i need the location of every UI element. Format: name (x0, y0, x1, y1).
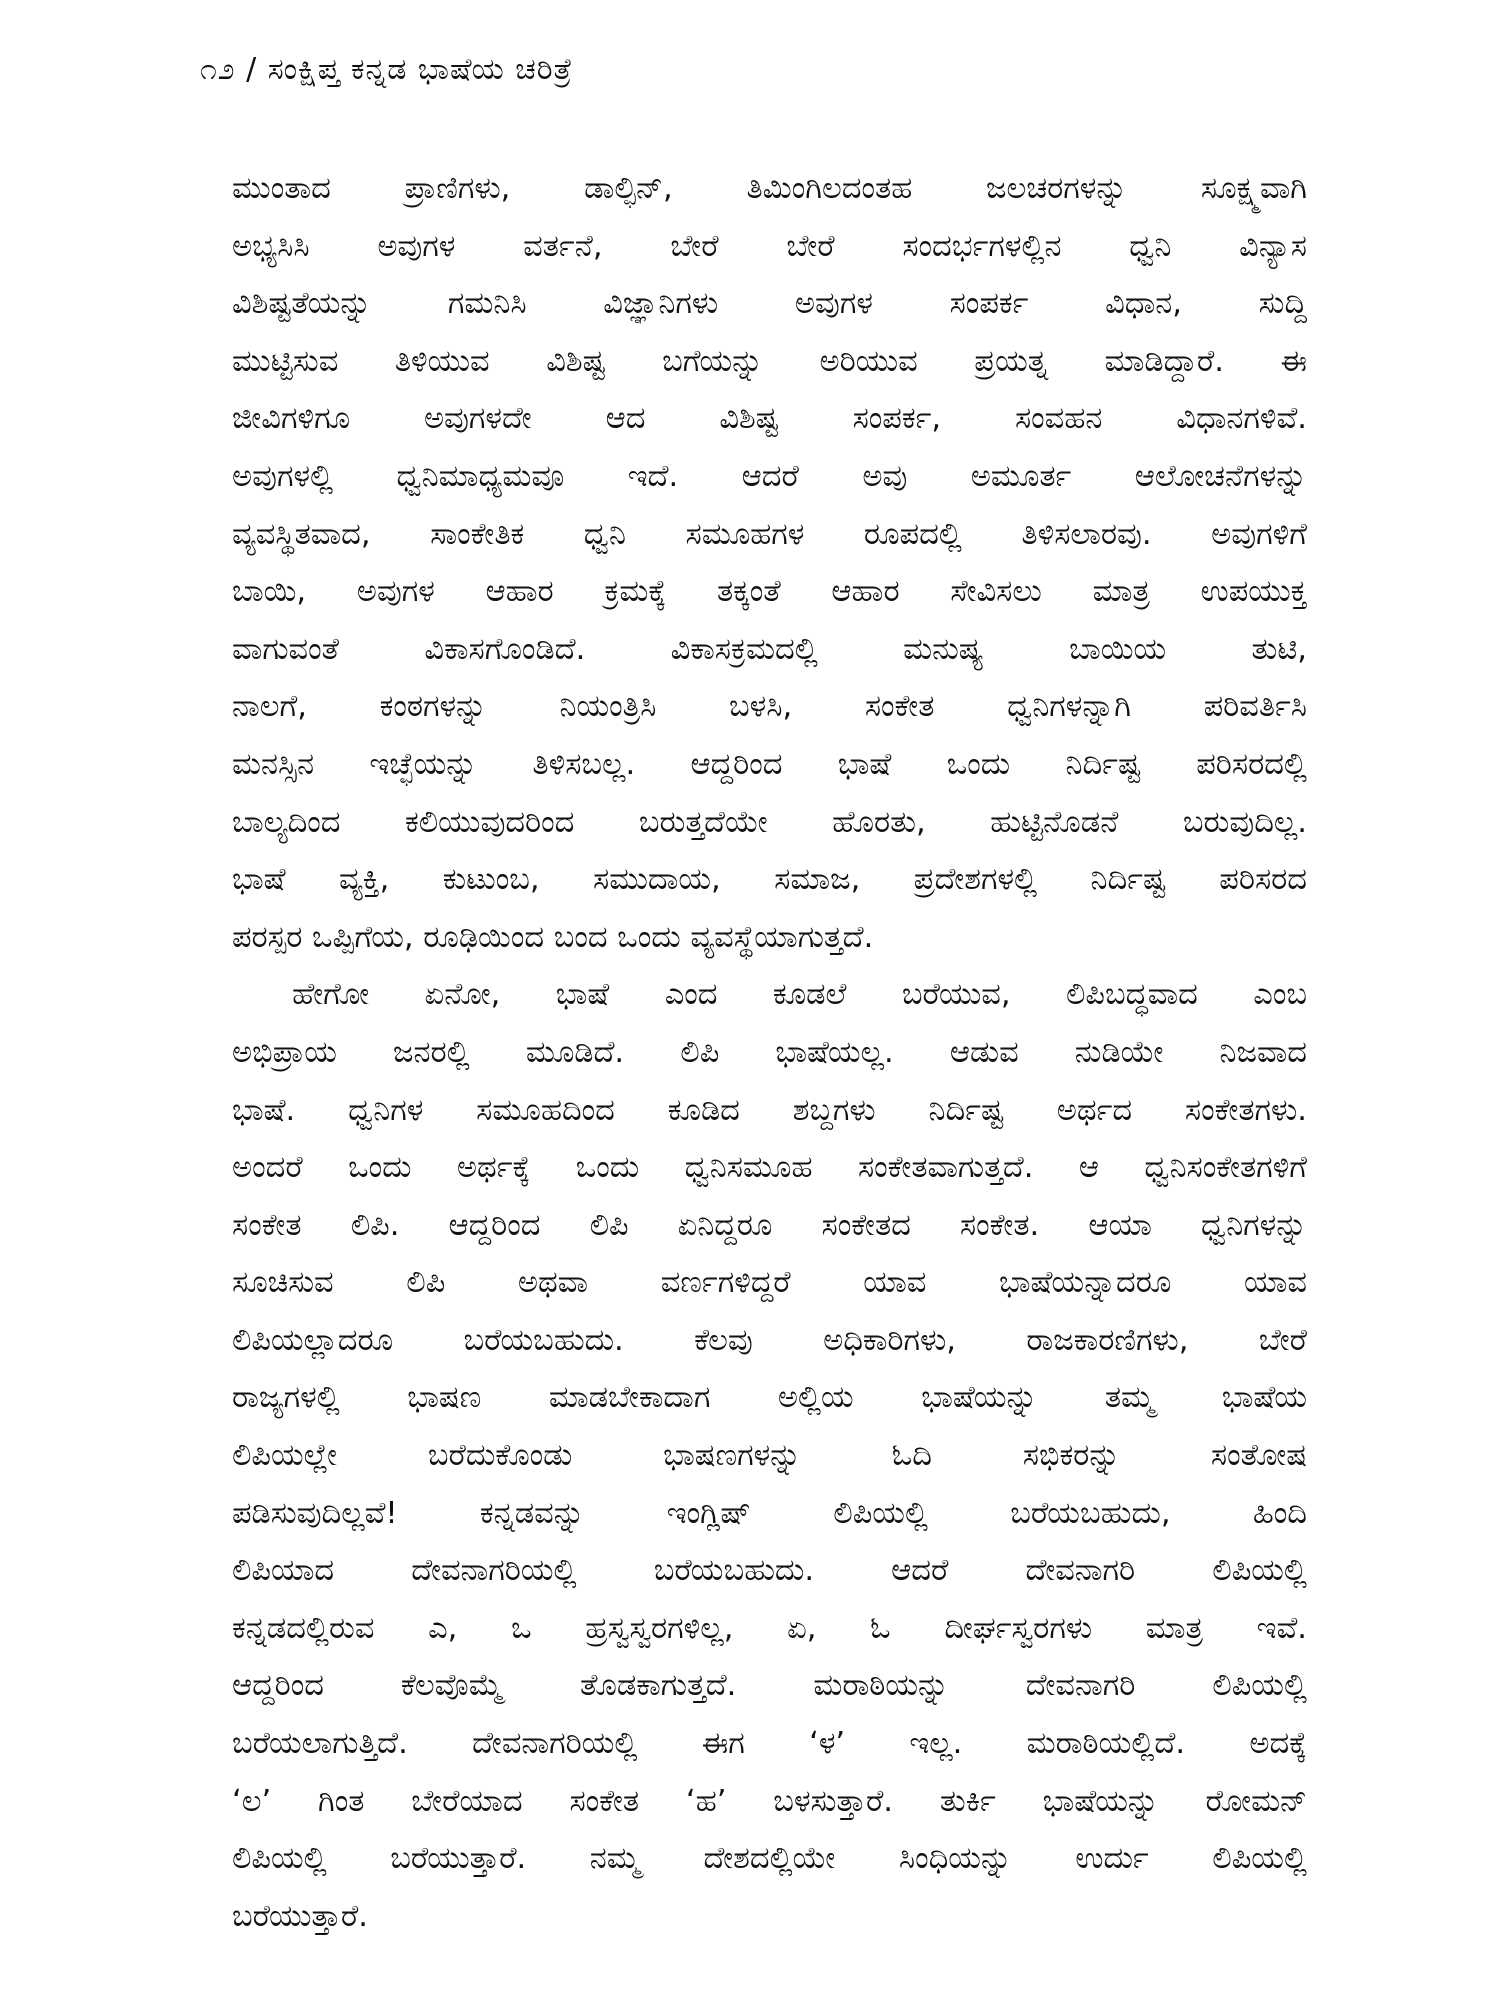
text-line: ಹೇಗೋ ಏನೋ, ಭಾಷೆ ಎಂದ ಕೂಡಲೆ ಬರೆಯುವ, ಲಿಪಿಬದ್ಧವಾದ ಎಂಬ (292, 977, 1307, 1013)
text-line: ಬರೆಯುತ್ತಾರೆ. (232, 1898, 368, 1934)
text-line: ಅವುಗಳಲ್ಲಿ ಧ್ವನಿಮಾಧ್ಯಮವೂ ಇದೆ. ಆದರೆ ಅವು ಅಮೂರ್ತ ಆಲೋಚನೆಗಳನ್ನು (232, 458, 1307, 494)
text-line: ವಿಶಿಷ್ಟತೆಯನ್ನು ಗಮನಿಸಿ ವಿಜ್ಞಾನಿಗಳು ಅವುಗಳ ಸಂಪರ್ಕ ವಿಧಾನ, ಸುದ್ದಿ (232, 286, 1307, 322)
text-line: ಲಿಪಿಯಲ್ಲಿ ಬರೆಯುತ್ತಾರೆ. ನಮ್ಮ ದೇಶದಲ್ಲಿಯೇ ಸಿಂಧಿಯನ್ನು ಉರ್ದು ಲಿಪಿಯಲ್ಲಿ (232, 1841, 1307, 1877)
text-line: ಅಂದರೆ ಒಂದು ಅರ್ಥಕ್ಕೆ ಒಂದು ಧ್ವನಿಸಮೂಹ ಸಂಕೇತವಾಗುತ್ತದೆ. ಆ ಧ್ವನಿಸಂಕೇತಗಳಿಗೆ (232, 1150, 1307, 1186)
text-line: ಮುಟ್ಟಿಸುವ ತಿಳಿಯುವ ವಿಶಿಷ್ಟ ಬಗೆಯನ್ನು ಅರಿಯುವ ಪ್ರಯತ್ನ ಮಾಡಿದ್ದಾರೆ. ಈ (232, 343, 1307, 379)
paragraph-1 (232, 160, 1307, 966)
text-line: ವಾಗುವಂತೆ ವಿಕಾಸಗೊಂಡಿದೆ. ವಿಕಾಸಕ್ರಮದಲ್ಲಿ ಮನುಷ್ಯ ಬಾಯಿಯ ತುಟಿ, (232, 631, 1307, 667)
text-line: ಮನಸ್ಸಿನ ಇಚ್ಛೆಯನ್ನು ತಿಳಿಸಬಲ್ಲ. ಆದ್ದರಿಂದ ಭಾಷೆ ಒಂದು ನಿರ್ದಿಷ್ಟ ಪರಿಸರದಲ್ಲಿ (232, 746, 1307, 782)
text-line: ರಾಜ್ಯಗಳಲ್ಲಿ ಭಾಷಣ ಮಾಡಬೇಕಾದಾಗ ಅಲ್ಲಿಯ ಭಾಷೆಯನ್ನು ತಮ್ಮ ಭಾಷೆಯ (232, 1380, 1307, 1416)
body-text (232, 160, 1307, 1945)
text-line: ಪರಸ್ಪರ ಒಪ್ಪಿಗೆಯ, ರೂಢಿಯಿಂದ ಬಂದ ಒಂದು ವ್ಯವಸ್ಥೆಯಾಗುತ್ತದೆ. (232, 919, 874, 955)
paragraph-2 (232, 966, 1307, 1945)
text-line: ಬರೆಯಲಾಗುತ್ತಿದೆ. ದೇವನಾಗರಿಯಲ್ಲಿ ಈಗ ‘ಳ’ ಇಲ್ಲ. ಮರಾಠಿಯಲ್ಲಿದೆ. ಅದಕ್ಕೆ (232, 1726, 1307, 1762)
text-line: ಅಭಿಪ್ರಾಯ ಜನರಲ್ಲಿ ಮೂಡಿದೆ. ಲಿಪಿ ಭಾಷೆಯಲ್ಲ. ಆಡುವ ನುಡಿಯೇ ನಿಜವಾದ (232, 1034, 1307, 1070)
text-line: ನಾಲಗೆ, ಕಂಠಗಳನ್ನು ನಿಯಂತ್ರಿಸಿ ಬಳಸಿ, ಸಂಕೇತ ಧ್ವನಿಗಳನ್ನಾಗಿ ಪರಿವರ್ತಿಸಿ (232, 689, 1307, 725)
text-line: ಮುಂತಾದ ಪ್ರಾಣಿಗಳು, ಡಾಲ್ಫಿನ್, ತಿಮಿಂಗಿಲದಂತಹ ಜಲಚರಗಳನ್ನು ಸೂಕ್ಷ್ಮವಾಗಿ (232, 171, 1307, 206)
text-line: ಪಡಿಸುವುದಿಲ್ಲವೆ! ಕನ್ನಡವನ್ನು ಇಂಗ್ಲಿಷ್ ಲಿಪಿಯಲ್ಲಿ ಬರೆಯಬಹುದು, ಹಿಂದಿ (232, 1495, 1307, 1531)
running-head: ೧೨ / ಸಂಕ್ಷಿಪ್ತ ಕನ್ನಡ ಭಾಷೆಯ ಚರಿತ್ರೆ (200, 52, 573, 87)
text-line: ಬಾಯಿ, ಅವುಗಳ ಆಹಾರ ಕ್ರಮಕ್ಕೆ ತಕ್ಕಂತೆ ಆಹಾರ ಸೇವಿಸಲು ಮಾತ್ರ ಉಪಯುಕ್ತ (232, 574, 1307, 610)
text-line: ವ್ಯವಸ್ಥಿತವಾದ, ಸಾಂಕೇತಿಕ ಧ್ವನಿ ಸಮೂಹಗಳ ರೂಪದಲ್ಲಿ ತಿಳಿಸಲಾರವು. ಅವುಗಳಿಗೆ (232, 516, 1307, 552)
text-line: ಲಿಪಿಯಲ್ಲಾದರೂ ಬರೆಯಬಹುದು. ಕೆಲವು ಅಧಿಕಾರಿಗಳು, ರಾಜಕಾರಣಿಗಳು, ಬೇರೆ (232, 1322, 1307, 1358)
text-line: ಸೂಚಿಸುವ ಲಿಪಿ ಅಥವಾ ವರ್ಣಗಳಿದ್ದರೆ ಯಾವ ಭಾಷೆಯನ್ನಾದರೂ ಯಾವ (232, 1265, 1307, 1301)
text-line: ಭಾಷೆ. ಧ್ವನಿಗಳ ಸಮೂಹದಿಂದ ಕೂಡಿದ ಶಬ್ದಗಳು ನಿರ್ದಿಷ್ಟ ಅರ್ಥದ ಸಂಕೇತಗಳು. (232, 1092, 1307, 1128)
text-line: ಲಿಪಿಯಾದ ದೇವನಾಗರಿಯಲ್ಲಿ ಬರೆಯಬಹುದು. ಆದರೆ ದೇವನಾಗರಿ ಲಿಪಿಯಲ್ಲಿ (232, 1553, 1307, 1589)
text-line: ಕನ್ನಡದಲ್ಲಿರುವ ಎ, ಒ ಹ್ರಸ್ವಸ್ವರಗಳಿಲ್ಲ, ಏ, ಓ ದೀರ್ಘಸ್ವರಗಳು ಮಾತ್ರ ಇವೆ. (232, 1610, 1307, 1646)
text-line: ‘ಲ’ ಗಿಂತ ಬೇರೆಯಾದ ಸಂಕೇತ ‘ಹ’ ಬಳಸುತ್ತಾರೆ. ತುರ್ಕಿ ಭಾಷೆಯನ್ನು ರೋಮನ್ (232, 1783, 1307, 1819)
text-line: ಜೀವಿಗಳಿಗೂ ಅವುಗಳದೇ ಆದ ವಿಶಿಷ್ಟ ಸಂಪರ್ಕ, ಸಂವಹನ ವಿಧಾನಗಳಿವೆ. (232, 401, 1307, 437)
text-line: ಆದ್ದರಿಂದ ಕೆಲವೊಮ್ಮೆ ತೊಡಕಾಗುತ್ತದೆ. ಮರಾಠಿಯನ್ನು ದೇವನಾಗರಿ ಲಿಪಿಯಲ್ಲಿ (232, 1668, 1307, 1704)
text-line: ಅಭ್ಯಸಿಸಿ ಅವುಗಳ ವರ್ತನೆ, ಬೇರೆ ಬೇರೆ ಸಂದರ್ಭಗಳಲ್ಲಿನ ಧ್ವನಿ ವಿನ್ಯಾಸ (232, 228, 1307, 264)
text-line: ಬಾಲ್ಯದಿಂದ ಕಲಿಯುವುದರಿಂದ ಬರುತ್ತದೆಯೇ ಹೊರತು, ಹುಟ್ಟಿನೊಡನೆ ಬರುವುದಿಲ್ಲ. (232, 804, 1307, 840)
text-line: ಸಂಕೇತ ಲಿಪಿ. ಆದ್ದರಿಂದ ಲಿಪಿ ಏನಿದ್ದರೂ ಸಂಕೇತದ ಸಂಕೇತ. ಆಯಾ ಧ್ವನಿಗಳನ್ನು (232, 1207, 1307, 1243)
text-line: ಲಿಪಿಯಲ್ಲೇ ಬರೆದುಕೊಂಡು ಭಾಷಣಗಳನ್ನು ಓದಿ ಸಭಿಕರನ್ನು ಸಂತೋಷ (232, 1438, 1307, 1474)
text-line: ಭಾಷೆ ವ್ಯಕ್ತಿ, ಕುಟುಂಬ, ಸಮುದಾಯ, ಸಮಾಜ, ಪ್ರದೇಶಗಳಲ್ಲಿ ನಿರ್ದಿಷ್ಟ ಪರಿಸರದ (232, 862, 1307, 898)
